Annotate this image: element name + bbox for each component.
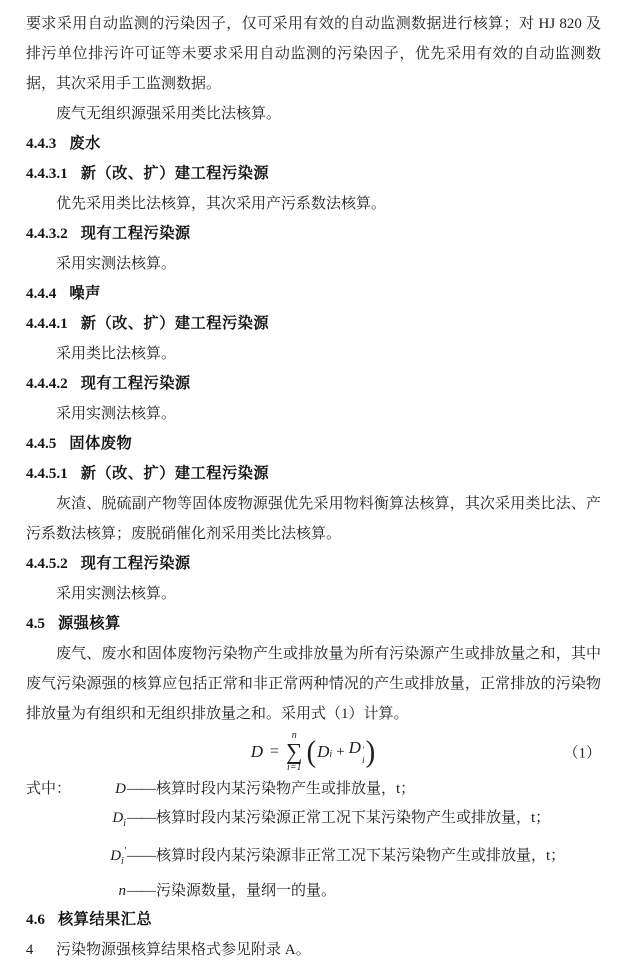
paragraph-noise-existing: 采用实测法核算。	[56, 406, 177, 422]
section-number: 4.4.4.1	[26, 315, 68, 332]
prime-mark: ′	[361, 745, 365, 756]
heading-4-4-4-1	[26, 309, 601, 339]
section-title: 废水	[69, 135, 101, 152]
definition-row-n	[26, 877, 601, 906]
equation-expression	[251, 731, 377, 773]
term-di-prime	[349, 738, 365, 767]
equation-number: （1）	[563, 745, 601, 762]
section-number: 4.5	[26, 615, 45, 632]
sum-upper-limit: n	[291, 730, 297, 742]
summation-symbol	[286, 731, 302, 773]
section-title: 现有工程污染源	[80, 555, 191, 572]
symbol-D: D	[115, 781, 126, 797]
definition-row-Di-prime	[26, 838, 601, 877]
symbol-base: D	[112, 809, 124, 826]
term-di-base: D	[317, 742, 330, 761]
equals-sign: =	[270, 743, 280, 760]
term-di	[317, 742, 332, 762]
heading-4-4-5	[26, 429, 601, 459]
symbol-base: D	[110, 848, 122, 864]
definition-text: 核算时段内某污染源正常工况下某污染物产生或排放量，t；	[156, 809, 551, 826]
heading-4-4-4-2	[26, 369, 601, 399]
section-title: 新（改、扩）建工程污染源	[80, 315, 270, 332]
section-number: 4.4.3.1	[26, 165, 68, 182]
definition-row-Di	[26, 804, 601, 839]
section-title: 新（改、扩）建工程污染源	[80, 465, 270, 482]
plus-sign: +	[336, 743, 345, 760]
heading-4-4-3	[26, 129, 601, 159]
symbol-prime: ′	[123, 846, 126, 857]
heading-4-6	[26, 905, 601, 935]
symbol-Di-prime	[90, 838, 126, 877]
paragraph-fugitive-gas: 废气无组织源强采用类比法核算。	[56, 106, 282, 122]
paragraph-noise-new: 采用类比法核算。	[56, 346, 177, 362]
sum-lower-limit: i=1	[286, 761, 302, 773]
definition-text: 核算时段内某污染物产生或排放量，t；	[156, 781, 416, 797]
section-number: 4.4.5	[26, 435, 57, 452]
page-number: 4	[26, 942, 34, 958]
definition-row-D	[26, 775, 601, 804]
definition-dash: ——	[127, 848, 155, 864]
paragraph-solidwaste-existing: 采用实测法核算。	[56, 586, 177, 602]
section-title: 现有工程污染源	[80, 375, 191, 392]
symbol-subscript: i	[123, 817, 126, 829]
paragraph-appendix-ref: 污染物源强核算结果格式参见附录 A。	[56, 942, 311, 958]
section-number: 4.4.5.2	[26, 555, 68, 572]
section-number: 4.4.3.2	[26, 225, 68, 242]
subscript-i: i	[361, 756, 365, 766]
term-di-prime-scripts	[362, 746, 365, 767]
definition-text: 核算时段内某污染源非正常工况下某污染物产生或排放量，t；	[156, 848, 566, 864]
symbol-subscript: i	[121, 856, 124, 867]
equation-lhs: D	[250, 742, 264, 761]
definition-dash: ——	[127, 882, 155, 899]
sigma-glyph: ∑	[286, 739, 303, 765]
where-label: 式中：	[26, 781, 72, 797]
heading-4-4-4	[26, 279, 601, 309]
term-di-prime-base: D	[348, 737, 361, 757]
section-number: 4.4.3	[26, 135, 57, 152]
paragraph-wastewater-existing: 采用实测法核算。	[56, 256, 177, 272]
equation-1	[26, 729, 601, 775]
heading-4-4-3-2	[26, 219, 601, 249]
section-title: 现有工程污染源	[80, 225, 191, 242]
heading-4-4-5-2	[26, 549, 601, 579]
paragraph-source-strength: 废气、废水和固体废物污染物产生或排放量为所有污染源产生或排放量之和，其中废气污染源强的核算应包括正常和非正常两种情况的产生或排放量，正常排放的污染物排放量为有组织和无组织排放量之和。采用式（1）计算。	[26, 646, 601, 722]
section-title: 核算结果汇总	[57, 911, 153, 928]
heading-4-4-3-1	[26, 159, 601, 189]
definition-dash: ——	[127, 781, 155, 797]
term-di-subscript: i	[329, 749, 333, 760]
definition-text: 污染源数量，量纲一的量。	[156, 882, 337, 899]
definition-dash: ——	[127, 809, 155, 826]
section-number: 4.6	[26, 911, 45, 928]
close-paren: )	[365, 734, 376, 769]
section-title: 源强核算	[57, 615, 121, 632]
symbol-Di	[90, 804, 126, 839]
paragraph-monitoring-data: 要求采用自动监测的污染因子，仅可采用有效的自动监测数据进行核算；对 HJ 820 及排污单位排污许可证等未要求采用自动监测的污染因子，优先采用有效的自动监测数据，其次采用手工监测数据。	[26, 16, 601, 92]
paragraph-solidwaste-new: 灰渣、脱硫副产物等固体废物源强优先采用物料衡算法核算，其次采用类比法、产污系数法核算；废脱硝催化剂采用类比法核算。	[26, 496, 601, 542]
paragraph-wastewater-new: 优先采用类比法核算，其次采用产污系数法核算。	[56, 196, 387, 212]
section-number: 4.4.4	[26, 285, 57, 302]
section-title: 固体废物	[69, 435, 133, 452]
section-title: 噪声	[69, 285, 101, 302]
section-title: 新（改、扩）建工程污染源	[80, 165, 270, 182]
section-number: 4.4.5.1	[26, 465, 68, 482]
symbol-n: n	[118, 882, 126, 899]
heading-4-4-5-1	[26, 459, 601, 489]
section-number: 4.4.4.2	[26, 375, 68, 392]
heading-4-5	[26, 609, 601, 639]
open-paren: (	[306, 734, 317, 769]
